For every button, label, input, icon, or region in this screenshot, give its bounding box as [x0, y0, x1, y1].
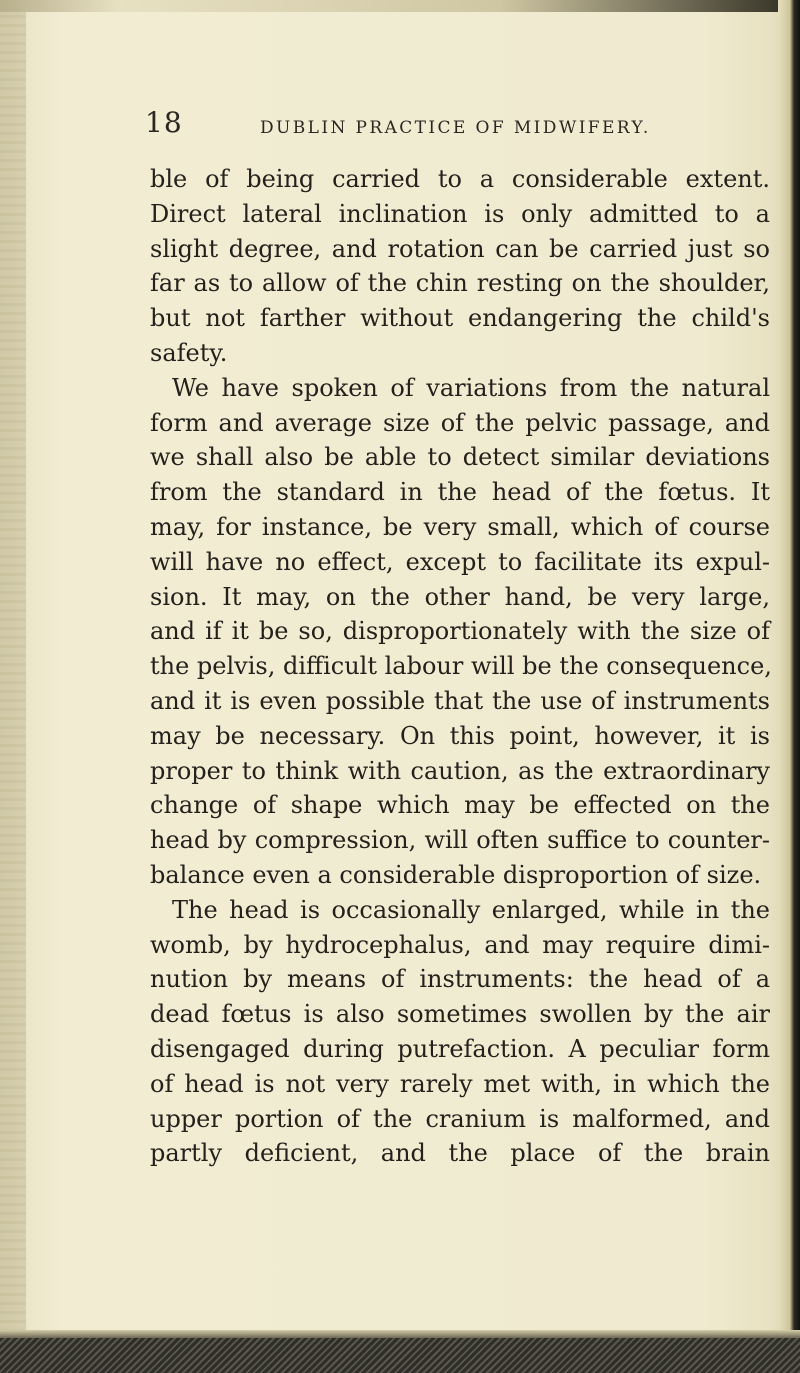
- text-line: nution by means of instruments: the head of a: [150, 965, 770, 994]
- text-line: dead fœtus is also sometimes swollen by the air: [150, 1000, 770, 1029]
- text-line: may, for instance, be very small, which of course: [150, 512, 770, 541]
- text-line: will have no effect, except to facilitate its expul-: [150, 547, 770, 576]
- book-cover-edge: [0, 1338, 800, 1373]
- text-line: may be necessary. On this point, however, it is: [150, 721, 770, 750]
- text-line: proper to think with caution, as the extraordinary: [150, 756, 770, 785]
- page-bottom-edge: [0, 1330, 800, 1338]
- text-line: The head is occasionally enlarged, while in the: [172, 895, 770, 924]
- text-line: sion. It may, on the other hand, be very large,: [150, 582, 770, 611]
- text-line: of head is not very rarely met with, in which the: [150, 1069, 770, 1098]
- text-line: we shall also be able to detect similar deviations: [150, 443, 770, 472]
- text-line: upper portion of the cranium is malformed, and: [150, 1104, 770, 1133]
- text-line: the pelvis, difficult labour will be the consequence,: [150, 652, 772, 681]
- text-line: form and average size of the pelvic passage, and: [150, 408, 770, 437]
- text-line: womb, by hydrocephalus, and may require dimi-: [150, 930, 770, 959]
- text-line: safety.: [150, 338, 228, 367]
- text-line: but not farther without endangering the child's: [150, 304, 770, 333]
- text-line: head by compression, will often suffice to counter-: [150, 826, 770, 855]
- page-right-edge: [778, 0, 800, 1373]
- text-line: ble of being carried to a considerable extent.: [150, 165, 770, 193]
- text-line: partly deficient, and the place of the brain: [150, 1139, 770, 1168]
- page-number: 18: [145, 106, 183, 139]
- page-gutter-shadow: [0, 0, 26, 1373]
- text-line: slight degree, and rotation can be carried just so: [150, 234, 770, 263]
- body-text: [150, 162, 770, 1171]
- text-line: far as to allow of the chin resting on the shoulder,: [150, 269, 770, 298]
- text-line: from the standard in the head of the fœtus. It: [150, 478, 770, 507]
- text-line: change of shape which may be effected on the: [150, 791, 770, 820]
- running-title: DUBLIN PRACTICE OF MIDWIFERY.: [260, 118, 651, 138]
- text-line: and if it be so, disproportionately with the size of: [150, 617, 770, 646]
- text-line: We have spoken of variations from the natural: [172, 373, 770, 402]
- text-line: disengaged during putrefaction. A peculiar form: [150, 1034, 770, 1063]
- page-top-edge: [0, 0, 800, 12]
- text-line: and it is even possible that the use of instruments: [150, 686, 770, 715]
- text-line: balance even a considerable disproportion of size.: [150, 860, 762, 889]
- text-line: Direct lateral inclination is only admitted to a: [150, 199, 770, 228]
